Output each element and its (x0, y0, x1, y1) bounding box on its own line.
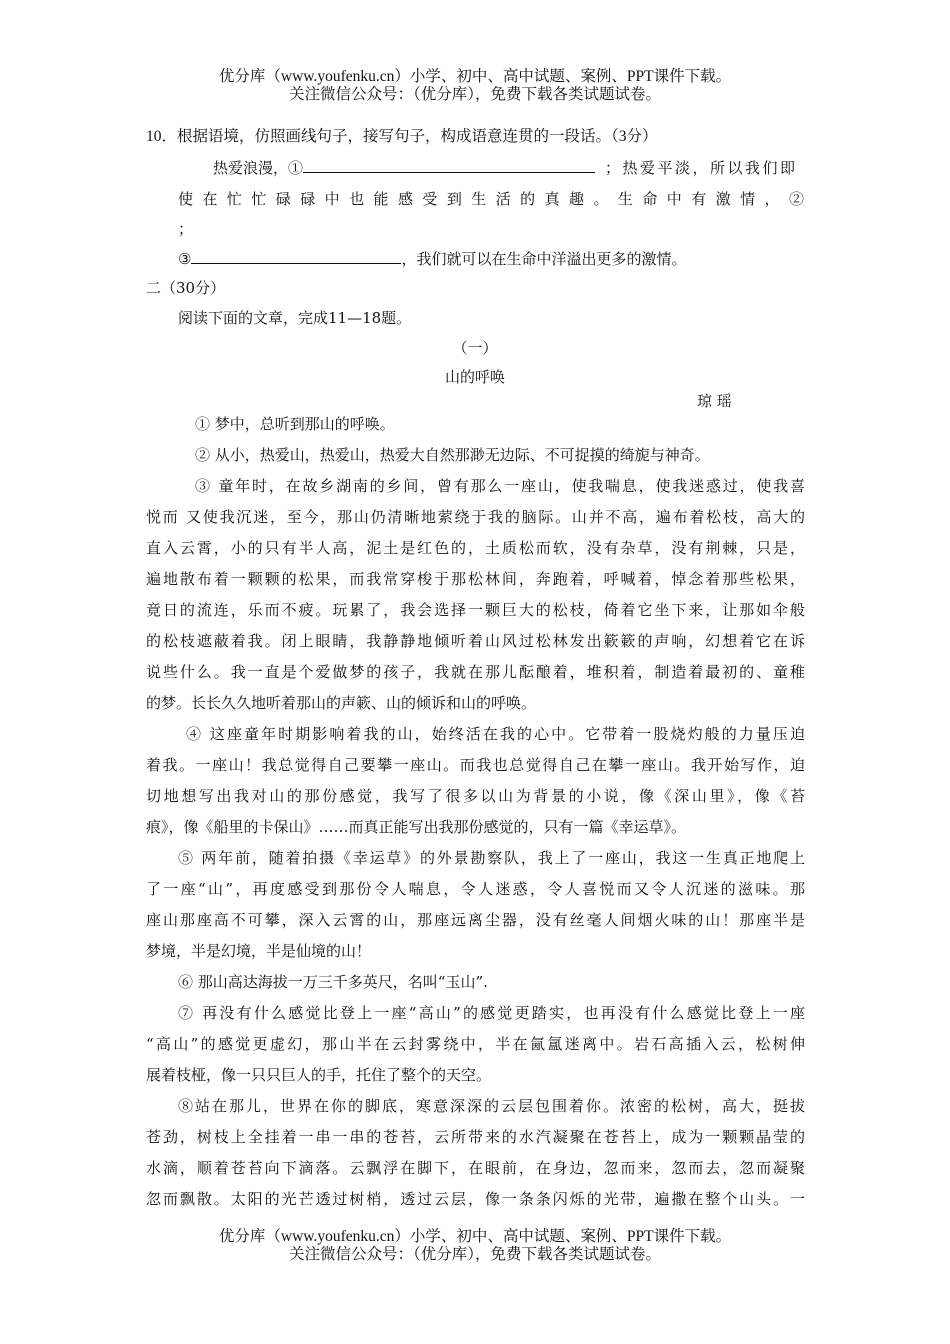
site-footer-line-1: 优分库（www.youfenku.cn）小学、初中、高中试题、案例、PPT课件下载。 (218, 1228, 732, 1245)
question-10-line-2: 使在忙忙碌碌中也能感受到生活的真趣。生命中有激情，② (178, 190, 805, 208)
article-line: ⑤ 两年前，随着拍摄《幸运草》的外景勘察队，我上了一座山，我这一生真正地爬上 (178, 849, 805, 867)
answer-blank-1[interactable] (303, 158, 595, 173)
reading-instruction: 阅读下面的文章，完成11—18题。 (178, 309, 412, 327)
article-line: 水滴，顺着苍苔向下滴落。云飘浮在脚下，在眼前，在身边，忽而来，忽而去，忽而凝聚 (146, 1159, 805, 1177)
q10-text: ，我们就可以在生命中洋溢出更多的激情。 (401, 250, 687, 268)
question-10-prompt: 10．根据语境，仿照画线句子，接写句子，构成语意连贯的一段话。（3分） (146, 128, 658, 145)
question-10-line-1 (213, 158, 798, 178)
article-line: 梦境，半是幻境，半是仙境的山！ (146, 942, 372, 960)
answer-blank-3[interactable] (191, 249, 401, 264)
article-line: 竟日的流连，乐而不疲。玩累了，我会选择一颗巨大的松枝，倚着它坐下来，让那如伞般 (146, 601, 805, 619)
article-line: 遍地散布着一颗颗的松果，而我常穿梭于那松林间，奔跑着，呼喊着，悼念着那些松果， (146, 570, 805, 588)
article-line: ⑧站在那儿，世界在你的脚底，寒意深深的云层包围着你。浓密的松树，高大，挺拔 (178, 1097, 805, 1115)
site-header-line-1: 优分库（www.youfenku.cn）小学、初中、高中试题、案例、PPT课件下载。 (218, 68, 732, 85)
article-line: 痕》，像《船里的卡保山》……而真正能写出我那份感觉的，只有一篇《幸运草》。 (146, 818, 687, 836)
article-line: “高山”的感觉更虚幻，那山半在云封雾绕中，半在氤氲迷离中。岩石高插入云，松树伸 (146, 1035, 805, 1053)
article-line: 着我。一座山！我总觉得自己要攀一座山。而我也总觉得自己在攀一座山。我开始写作，迫 (146, 756, 805, 774)
article-line: 说些什么。我一直是个爱做梦的孩子，我就在那儿酝酿着，堆积着，制造着最初的、童稚 (146, 663, 805, 681)
article-line: ② 从小，热爱山，热爱山，热爱大自然那渺无边际、不可捉摸的绮旎与神奇。 (195, 446, 710, 464)
article-line: 展着枝桠，像一只只巨人的手，托住了整个的天空。 (146, 1066, 492, 1084)
article-title: 山的呼唤 (444, 368, 505, 386)
article-line: 苍劲，树枝上全挂着一串一串的苍苔，云所带来的水汽凝聚在苍苔上，成为一颗颗晶莹的 (146, 1128, 805, 1146)
q10-text: 热爱浪漫，① (213, 159, 304, 177)
article-line: 的梦。长长久久地听着那山的声簌、山的倾诉和山的呼唤。 (146, 694, 537, 712)
article-line: 的松枝遮蔽着我。闭上眼睛，我静静地倾听着山风过松林发出簌簌的声响，幻想着它在诉 (146, 632, 805, 650)
article-line: ⑥ 那山高达海拔一万三千多英尺，名叫“玉山”. (178, 973, 488, 991)
article-line: ① 梦中，总听到那山的呼唤。 (195, 415, 395, 433)
site-header-line-2: 关注微信公众号：（优分库），免费下载各类试题试卷。 (288, 86, 661, 103)
article-line: ④ 这座童年时期影响着我的山，始终活在我的心中。它带着一股烧灼般的力量压迫 (186, 725, 805, 743)
article-line: ⑦ 再没有什么感觉比登上一座“高山”的感觉更踏实，也再没有什么感觉比登上一座 (178, 1004, 805, 1022)
article-line: ③ 童年时，在故乡湖南的乡间，曾有那么一座山，使我喘息，使我迷惑过，使我喜 (195, 477, 805, 495)
article-line: 悦而 又使我沉迷，至今，那山仍清晰地萦绕于我的脑际。山并不高，遍布着松枝，高大的 (146, 508, 805, 526)
article-line: 了一座“山”，再度感受到那份令人喘息，令人迷惑，令人喜悦而又令人沉迷的滋味。那 (146, 880, 805, 898)
article-author: 琼 瑶 (697, 392, 732, 410)
article-line: 直入云霄，小的只有半人高，泥土是红色的，土质松而软，没有杂草，没有荆棘，只是， (146, 539, 805, 557)
question-10-line-4 (178, 249, 686, 269)
part-label: （一） (452, 339, 498, 357)
section-2-heading: 二（30分） (146, 279, 226, 297)
q10-text: ③ (178, 250, 192, 268)
article-line: 切地想写出我对山的那份感觉，我写了很多以山为背景的小说，像《深山里》，像《苔 (146, 787, 805, 805)
article-line: 忽而飘散。太阳的光芒透过树梢，透过云层，像一条条闪烁的光带，遍撒在整个山头。一 (146, 1190, 805, 1208)
q10-text: ；热爱平淡，所以我们即 (605, 159, 798, 177)
site-footer-line-2: 关注微信公众号：（优分库），免费下载各类试题试卷。 (288, 1246, 661, 1263)
article-line: 座山那座高不可攀，深入云霄的山，那座远离尘器，没有丝毫人间烟火味的山！那座半是 (146, 911, 805, 929)
question-10-line-3: ； (178, 220, 194, 238)
